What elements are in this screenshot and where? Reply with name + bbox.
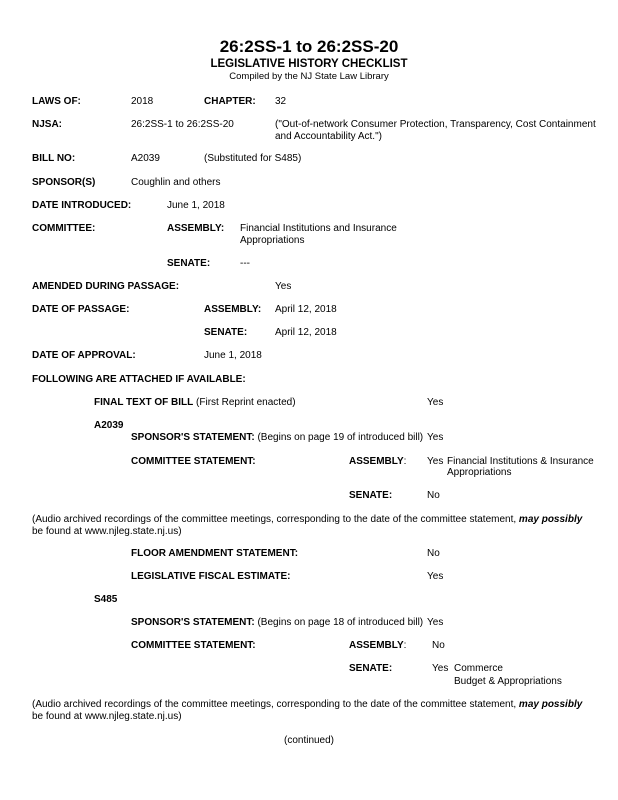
s485-senate-label: SENATE: <box>349 663 393 674</box>
bill-no-label: BILL NO: <box>32 153 76 164</box>
s485-audio-note-line1 <box>32 699 582 711</box>
act-title-line2: and Accountability Act.") <box>275 131 382 142</box>
committee-label: COMMITTEE: <box>32 223 96 234</box>
s485-committee-label: COMMITTEE STATEMENT: <box>131 640 256 651</box>
chapter-label: CHAPTER: <box>204 96 256 107</box>
s485-assembly-label: ASSEMBLY <box>349 640 404 651</box>
a2039-fiscal-label: LEGISLATIVE FISCAL ESTIMATE: <box>131 571 291 582</box>
date-introduced-label: DATE INTRODUCED: <box>32 200 132 211</box>
a2039-assembly-value: Yes <box>427 456 444 467</box>
date-of-passage-label: DATE OF PASSAGE: <box>32 304 130 315</box>
s485-audio-text: (Audio archived recordings of the committee meetings, corresponding to the date of the committee statement, <box>32 699 519 710</box>
s485-sponsor-note: (Begins on page 18 of introduced bill) <box>257 617 424 628</box>
a2039-assembly-row <box>349 456 406 468</box>
attached-heading: FOLLOWING ARE ATTACHED IF AVAILABLE: <box>32 374 246 385</box>
a2039-assembly-colon: : <box>403 456 407 467</box>
njsa-value: 26:2SS-1 to 26:2SS-20 <box>131 119 234 130</box>
amended-label: AMENDED DURING PASSAGE: <box>32 281 180 292</box>
passage-assembly-value: April 12, 2018 <box>275 304 337 315</box>
compiled-by: Compiled by the NJ State Law Library <box>229 71 389 82</box>
a2039-bill-heading: A2039 <box>94 420 124 431</box>
s485-assembly-value: No <box>432 640 445 651</box>
bill-substituted-note: (Substituted for S485) <box>204 153 302 164</box>
a2039-fiscal-value: Yes <box>427 571 444 582</box>
date-of-approval-value: June 1, 2018 <box>204 350 262 361</box>
continued-note: (continued) <box>283 735 335 746</box>
sponsors-label: SPONSOR(S) <box>32 177 96 188</box>
s485-audio-note-line2: be found at www.njleg.state.nj.us) <box>32 711 182 722</box>
a2039-floor-label: FLOOR AMENDMENT STATEMENT: <box>131 548 299 559</box>
committee-senate-label: SENATE: <box>167 258 211 269</box>
committee-assembly-label: ASSEMBLY: <box>167 223 225 234</box>
committee-assembly-line1: Financial Institutions and Insurance <box>240 223 397 234</box>
bill-no-value: A2039 <box>131 153 160 164</box>
s485-sponsor-row <box>131 617 423 629</box>
a2039-senate-value: No <box>427 490 440 501</box>
a2039-assembly-committee-line1: Financial Institutions & Insurance <box>447 456 594 467</box>
a2039-sponsor-note: (Begins on page 19 of introduced bill) <box>257 432 424 443</box>
committee-assembly-line2: Appropriations <box>240 235 305 246</box>
document-subtitle: LEGISLATIVE HISTORY CHECKLIST <box>210 58 408 70</box>
sponsors-value: Coughlin and others <box>131 177 221 188</box>
a2039-assembly-committee-line2: Appropriations <box>447 467 512 478</box>
final-text-label: FINAL TEXT OF BILL <box>94 397 194 408</box>
a2039-sponsor-row <box>131 432 423 444</box>
s485-bill-heading: S485 <box>94 594 118 605</box>
s485-audio-emphasis: may possibly <box>518 699 583 710</box>
s485-assembly-row <box>349 640 406 652</box>
passage-senate-value: April 12, 2018 <box>275 327 337 338</box>
a2039-audio-note-line1 <box>32 514 582 526</box>
a2039-audio-note-line2: be found at www.njleg.state.nj.us) <box>32 526 182 537</box>
a2039-audio-emphasis: may possibly <box>518 514 583 525</box>
act-title-line1: ("Out-of-network Consumer Protection, Transparency, Cost Containment <box>275 119 596 130</box>
laws-of-label: LAWS OF: <box>32 96 81 107</box>
s485-assembly-colon: : <box>403 640 407 651</box>
s485-sponsor-value: Yes <box>427 617 444 628</box>
amended-value: Yes <box>275 281 292 292</box>
document-title: 26:2SS-1 to 26:2SS-20 <box>219 37 399 56</box>
chapter-value: 32 <box>275 96 287 107</box>
s485-senate-committee-line2: Budget & Appropriations <box>454 676 562 687</box>
a2039-floor-value: No <box>427 548 440 559</box>
a2039-assembly-label: ASSEMBLY <box>349 456 404 467</box>
final-text-row <box>94 397 296 409</box>
a2039-senate-label: SENATE: <box>349 490 393 501</box>
s485-sponsor-label: SPONSOR'S STATEMENT: <box>131 617 255 628</box>
passage-assembly-label: ASSEMBLY: <box>204 304 262 315</box>
final-text-value: Yes <box>427 397 444 408</box>
s485-senate-value: Yes <box>432 663 449 674</box>
date-introduced-value: June 1, 2018 <box>167 200 225 211</box>
final-text-note: (First Reprint enacted) <box>196 397 296 408</box>
a2039-sponsor-value: Yes <box>427 432 444 443</box>
a2039-committee-label: COMMITTEE STATEMENT: <box>131 456 256 467</box>
s485-senate-committee-line1: Commerce <box>454 663 503 674</box>
njsa-label: NJSA: <box>32 119 63 130</box>
committee-senate-value: --- <box>240 258 250 269</box>
passage-senate-label: SENATE: <box>204 327 248 338</box>
a2039-sponsor-label: SPONSOR'S STATEMENT: <box>131 432 255 443</box>
date-of-approval-label: DATE OF APPROVAL: <box>32 350 136 361</box>
a2039-audio-text: (Audio archived recordings of the committee meetings, corresponding to the date of the committee statement, <box>32 514 519 525</box>
laws-of-value: 2018 <box>131 96 154 107</box>
